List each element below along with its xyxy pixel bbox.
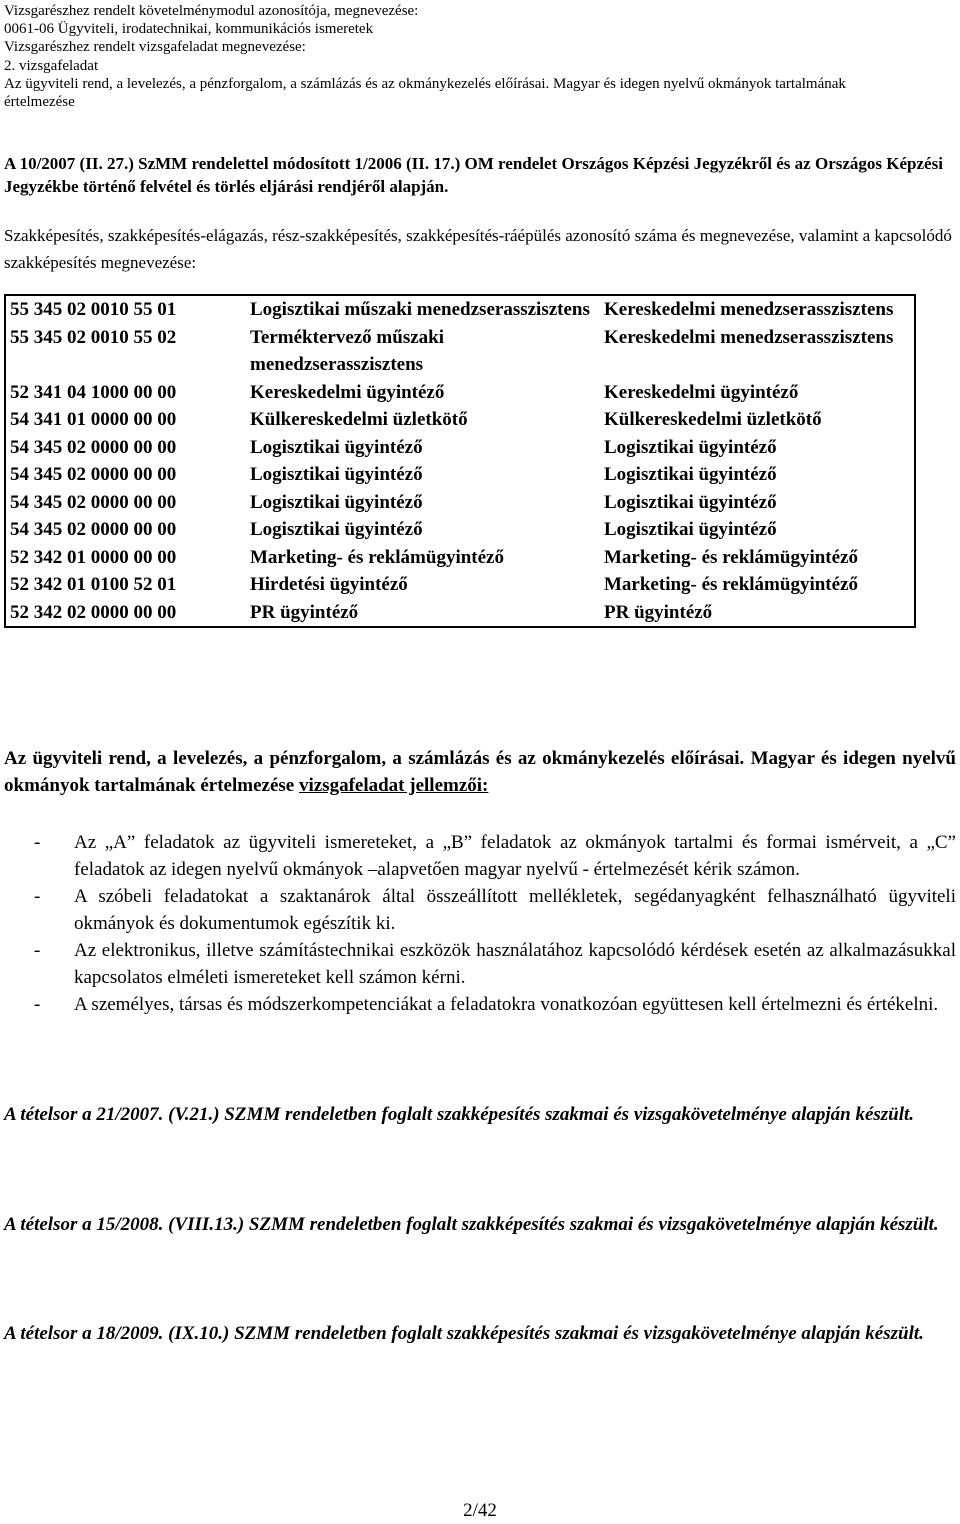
- related-qualification: Marketing- és reklámügyintéző: [604, 574, 858, 595]
- dash-bullet-icon: -: [34, 940, 41, 961]
- qualification-name: Logisztikai ügyintéző: [250, 519, 423, 540]
- qualification-name: Külkereskedelmi üzletkötő: [250, 409, 468, 430]
- qualification-code: 54 345 02 0000 00 00: [10, 464, 177, 485]
- qualification-name: Hirdetési ügyintéző: [250, 574, 408, 595]
- header-line: Vizsgarészhez rendelt vizsgafeladat megnevezése:: [4, 39, 306, 56]
- exam-characteristics-list: [4, 829, 956, 1018]
- qualification-intro: Szakképesítés, szakképesítés-elágazás, rész-szakképesítés, szakképesítés-ráépülés azonosító száma és megnevezése, valamint a kapcsolódó szakképesítés megnevezése:: [4, 226, 952, 272]
- related-qualification: Logisztikai ügyintéző: [604, 464, 777, 485]
- basis-statement: A tételsor a 18/2009. (IX.10.) SZMM rendeletben foglalt szakképesítés szakmai és vizsgakövetelménye alapján készült.: [4, 1323, 924, 1344]
- related-qualification: Kereskedelmi menedzserasszisztens: [604, 299, 894, 320]
- related-qualification: Logisztikai ügyintéző: [604, 519, 777, 540]
- table-row: [5, 489, 915, 517]
- header-line: értelmezése: [4, 94, 75, 111]
- exam-task-title: Az ügyviteli rend, a levelezés, a pénzforgalom, a számlázás és az okmánykezelés előírásai. Magyar és idegen nyelvű okmányok tartalmának értelmezése: [4, 748, 956, 796]
- header-line: 0061-06 Ügyviteli, irodatechnikai, kommunikációs ismeretek: [4, 21, 374, 38]
- qualification-name: Logisztikai ügyintéző: [250, 436, 423, 458]
- header-line: 2. vizsgafeladat: [4, 57, 99, 74]
- qualification-code: 55 345 02 0010 55 02: [10, 326, 177, 348]
- related-qualification: Kereskedelmi menedzserasszisztens: [604, 326, 894, 348]
- module-header: [4, 2, 956, 111]
- table-row: [5, 516, 915, 544]
- qualification-name: Logisztikai ügyintéző: [250, 491, 423, 513]
- qualification-code: 52 341 04 1000 00 00: [10, 381, 177, 403]
- qualification-code: 55 345 02 0010 55 01: [10, 299, 177, 320]
- header-line: Vizsgarészhez rendelt követelménymodul azonosítója, megnevezése:: [4, 3, 419, 19]
- table-row: [5, 434, 915, 462]
- related-qualification: Külkereskedelmi üzletkötő: [604, 409, 822, 430]
- qualification-name: Terméktervező műszaki menedzserasszisztens: [250, 326, 444, 375]
- qualification-name: PR ügyintéző: [250, 601, 359, 623]
- list-item: - A személyes, társas és módszerkompetenciákat a feladatokra vonatkozóan együttesen kell értelmezni és értékelni.: [4, 991, 956, 1018]
- qualification-code: 54 345 02 0000 00 00: [10, 436, 177, 458]
- qualification-name: Marketing- és reklámügyintéző: [250, 546, 504, 568]
- table-row: [5, 599, 915, 628]
- list-item: - Az elektronikus, illetve számítástechnikai eszközök használatához kapcsolódó kérdések esetén az alkalmazásukkal kapcsolatos elméleti ismereteket kell számon kérni.: [4, 937, 956, 991]
- exam-task-heading: [4, 745, 956, 799]
- table-row: [5, 571, 915, 599]
- qualification-name: Kereskedelmi ügyintéző: [250, 381, 445, 403]
- table-row: [5, 295, 915, 324]
- qualification-code: 54 345 02 0000 00 00: [10, 519, 177, 540]
- table-row: [5, 379, 915, 407]
- qualification-code: 52 342 02 0000 00 00: [10, 601, 177, 623]
- page-number: 2/42: [463, 1500, 497, 1521]
- related-qualification: Kereskedelmi ügyintéző: [604, 381, 799, 403]
- related-qualification: Logisztikai ügyintéző: [604, 436, 777, 458]
- exam-task-characteristics-label: vizsgafeladat jellemzői:: [298, 775, 489, 796]
- qualification-name: Logisztikai műszaki menedzserasszisztens: [250, 299, 590, 320]
- qualification-table: [4, 294, 916, 628]
- basis-statement: A tételsor a 15/2008. (VIII.13.) SZMM rendeletben foglalt szakképesítés szakmai és vizsgakövetelménye alapján készült.: [4, 1214, 939, 1235]
- table-row: [5, 544, 915, 572]
- dash-bullet-icon: -: [34, 832, 41, 853]
- list-item: - A szóbeli feladatokat a szaktanárok által összeállított mellékletek, segédanyagként felhasználható ügyviteli okmányok és dokumentumok egészítik ki.: [4, 883, 956, 937]
- header-line: Az ügyviteli rend, a levelezés, a pénzforgalom, a számlázás és az okmánykezelés előírásai. Magyar és idegen nyelvű okmányok tartalmának: [4, 75, 846, 92]
- qualification-code: 52 342 01 0000 00 00: [10, 546, 177, 568]
- related-qualification: Logisztikai ügyintéző: [604, 491, 777, 513]
- table-row: [5, 324, 915, 379]
- related-qualification: PR ügyintéző: [604, 601, 713, 623]
- table-row: [5, 461, 915, 489]
- qualification-code: 52 342 01 0100 52 01: [10, 574, 177, 595]
- table-row: [5, 406, 915, 434]
- list-item: - Az „A” feladatok az ügyviteli ismereteket, a „B” feladatok az okmányok tartalmi és formai ismérveit, a „C” feladatok az idegen nyelvű okmányok –alapvetően magyar nyelvű - értelmezését kérik számon.: [4, 829, 956, 883]
- legal-reference: A 10/2007 (II. 27.) SzMM rendelettel módosított 1/2006 (II. 17.) OM rendelet Országos Képzési Jegyzékről és az Országos Képzési Jegyzékbe történő felvétel és törlés eljárási rendjéről alapján.: [4, 154, 943, 196]
- dash-bullet-icon: -: [34, 994, 41, 1015]
- qualification-code: 54 341 01 0000 00 00: [10, 409, 177, 430]
- basis-statement: A tételsor a 21/2007. (V.21.) SZMM rendeletben foglalt szakképesítés szakmai és vizsgakövetelménye alapján készült.: [4, 1104, 915, 1125]
- qualification-code: 54 345 02 0000 00 00: [10, 491, 177, 513]
- qualification-name: Logisztikai ügyintéző: [250, 464, 423, 485]
- dash-bullet-icon: -: [34, 886, 41, 907]
- related-qualification: Marketing- és reklámügyintéző: [604, 546, 858, 568]
